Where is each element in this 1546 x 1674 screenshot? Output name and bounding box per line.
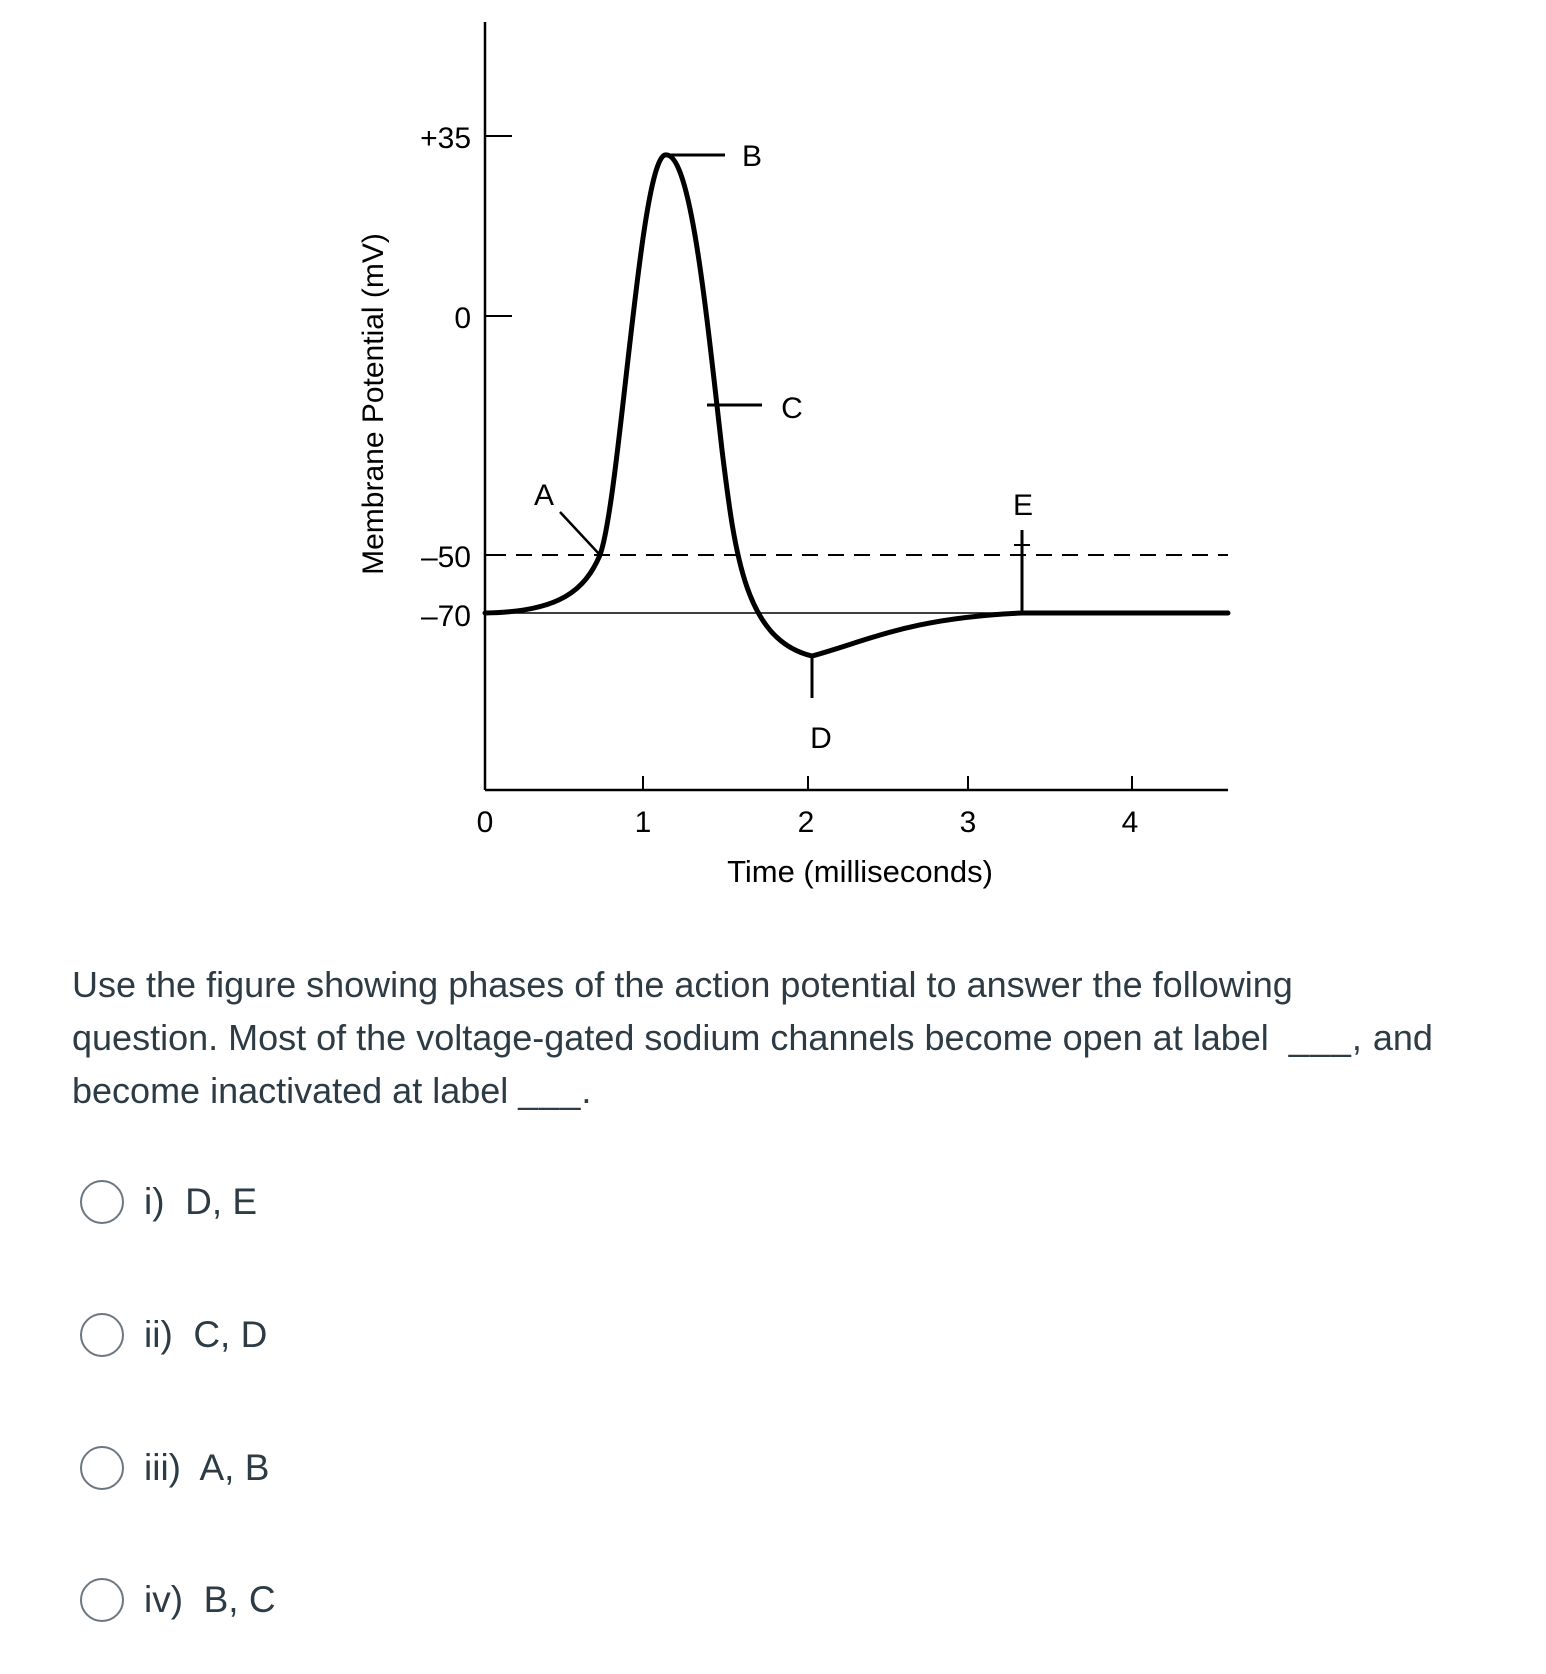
action-potential-curve [485, 155, 1228, 656]
y-tick-label: +35 [420, 122, 471, 155]
question-line-2-end: and [1372, 1017, 1433, 1058]
option-label: iv) B, C [144, 1579, 276, 1620]
x-tick-label: 0 [476, 806, 494, 839]
option-ii[interactable] [80, 1305, 480, 1365]
x-tick-label: 3 [959, 806, 977, 839]
label-a-pointer [560, 512, 600, 555]
label-b: B [741, 140, 763, 173]
blank-1: ___, [1288, 1017, 1363, 1058]
option-iii[interactable] [80, 1438, 480, 1498]
option-i[interactable] [80, 1172, 480, 1232]
y-tick-label: –70 [420, 600, 471, 633]
option-label: i) D, E [144, 1181, 258, 1222]
option-label: iii) A, B [144, 1447, 270, 1488]
question-line-2: question. Most of the voltage-gated sodium channels become open at label [72, 1017, 1269, 1058]
x-tick-label: 1 [634, 806, 652, 839]
radio-button[interactable] [80, 1313, 124, 1357]
label-c: C [781, 392, 803, 425]
question-line-1: Use the figure showing phases of the action potential to answer the following [72, 964, 1293, 1005]
label-d: D [810, 722, 832, 755]
label-a: A [533, 479, 555, 512]
option-label: ii) C, D [144, 1314, 268, 1355]
question-text [72, 958, 1502, 1117]
x-tick-label: 2 [797, 806, 815, 839]
y-axis-title: Membrane Potential (mV) [357, 233, 390, 575]
y-tick-label: –50 [420, 541, 471, 574]
x-tick-label: 4 [1121, 806, 1139, 839]
y-tick-label: 0 [454, 302, 471, 335]
blank-2: ___. [518, 1070, 593, 1111]
x-axis-title: Time (milliseconds) [727, 854, 993, 889]
radio-button[interactable] [80, 1180, 124, 1224]
option-iv[interactable] [80, 1570, 480, 1630]
label-e: E [1012, 489, 1034, 522]
question-line-3: become inactivated at label [72, 1070, 509, 1111]
radio-button[interactable] [80, 1578, 124, 1622]
radio-button[interactable] [80, 1446, 124, 1490]
